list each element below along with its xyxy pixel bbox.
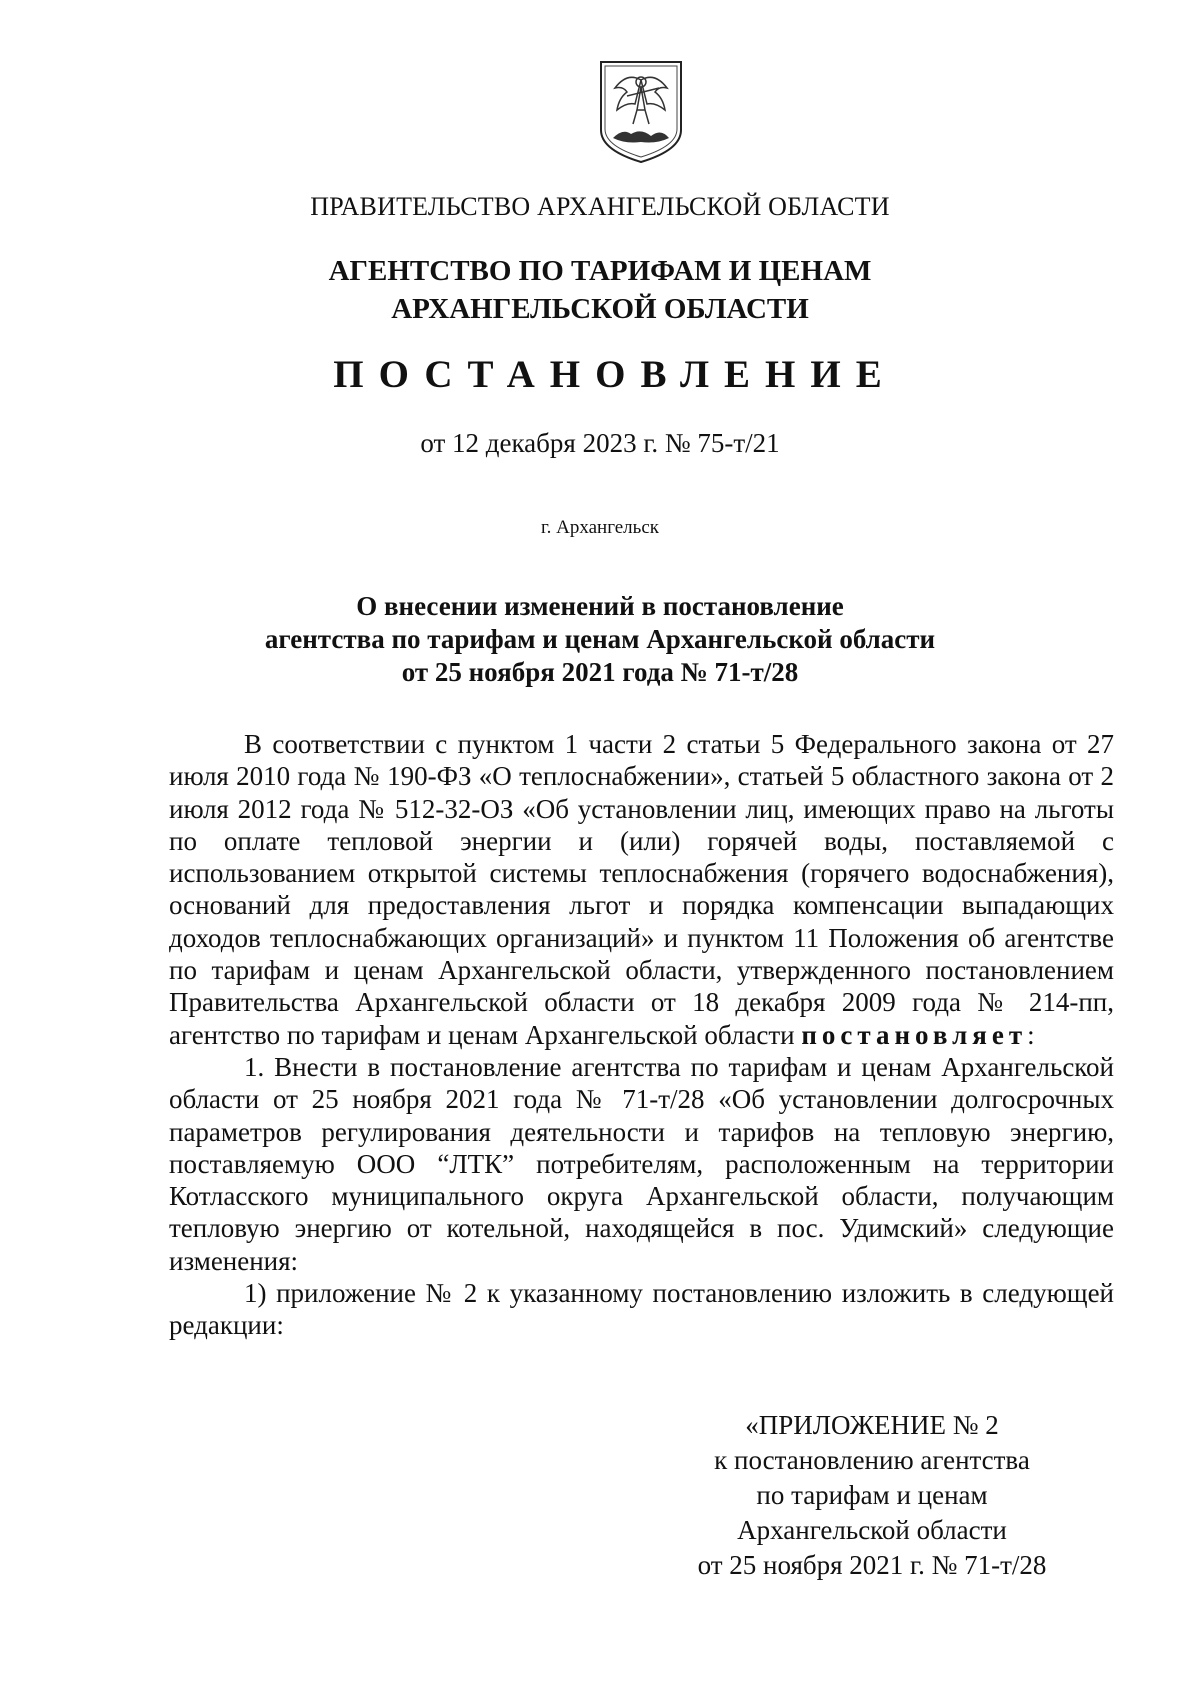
agency-title-line2: АРХАНГЕЛЬСКОЙ ОБЛАСТИ (391, 293, 809, 325)
document-date-number: от 12 декабря 2023 г. № 75-т/21 (420, 428, 780, 458)
appendix-header (672, 1408, 1072, 1583)
subject-line1: О внесении изменений в постановление (356, 591, 844, 621)
document-city: г. Архангельск (540, 517, 659, 538)
document-type-heading: ПОСТАНОВЛЕНИЕ (333, 353, 897, 396)
agency-title (0, 252, 1200, 328)
preamble-colon: : (1027, 1019, 1035, 1050)
subject-line2: агентства по тарифам и ценам Архангельской области (264, 624, 936, 654)
coat-of-arms-emblem (597, 58, 685, 166)
clause-1-1-paragraph: 1) приложение № 2 к указанному постановлению изложить в следующей редакции: (169, 1278, 1114, 1341)
appendix-line1: «ПРИЛОЖЕНИЕ № 2 (745, 1410, 999, 1440)
agency-title-line1: АГЕНТСТВО ПО ТАРИФАМ И ЦЕНАМ (328, 255, 872, 287)
clause-1-paragraph: 1. Внести в постановление агентства по тарифам и ценам Архангельской области от 25 ноября 2021 года № 71-т/28 «Об установлении долгосрочных параметров регулирования деятельности и тарифов на тепловую энергию, поставляемую ООО “ЛТК” потребителям, расположенным на территории Котласского муниципального округа Архангельской области, получающим тепловую энергию от котельной, находящейся в пос. Удимский» следующие изменения: (169, 1051, 1114, 1276)
preamble-paragraph (169, 728, 1114, 1051)
appendix-line3: по тарифам и ценам (756, 1480, 988, 1510)
appendix-line4: Архангельской области (737, 1515, 1007, 1545)
appendix-line5: от 25 ноября 2021 г. № 71-т/28 (697, 1550, 1047, 1580)
appendix-line2: к постановлению агентства (714, 1445, 1030, 1475)
document-body (169, 728, 1114, 1342)
document-subject (0, 590, 1200, 689)
preamble-text: В соответствии с пунктом 1 части 2 статьи 5 Федерального закона от 27 июля 2010 года № 190-ФЗ «О теплоснабжении», статьей 5 областного закона от 2 июля 2012 года № 512-32-ОЗ «Об установлении лиц, имеющих право на льготы по оплате тепловой энергии и (или) горячей воды, поставляемой с использованием открытой системы теплоснабжения (горячего водоснабжения), оснований для предоставления льгот и порядка компенсации выпадающих доходов теплоснабжающих организаций» и пунктом 11 Положения об агентстве по тарифам и ценам Архангельской области, утвержденного постановлением Правительства Архангельской области от 18 декабря 2009 года № 214-пп, агентство по тарифам и ценам Архангельской области (169, 729, 1114, 1050)
decree-word: постановляет (801, 1019, 1028, 1050)
government-title: ПРАВИТЕЛЬСТВО АРХАНГЕЛЬСКОЙ ОБЛАСТИ (310, 192, 890, 221)
subject-line3: от 25 ноября 2021 года № 71-т/28 (401, 657, 799, 687)
